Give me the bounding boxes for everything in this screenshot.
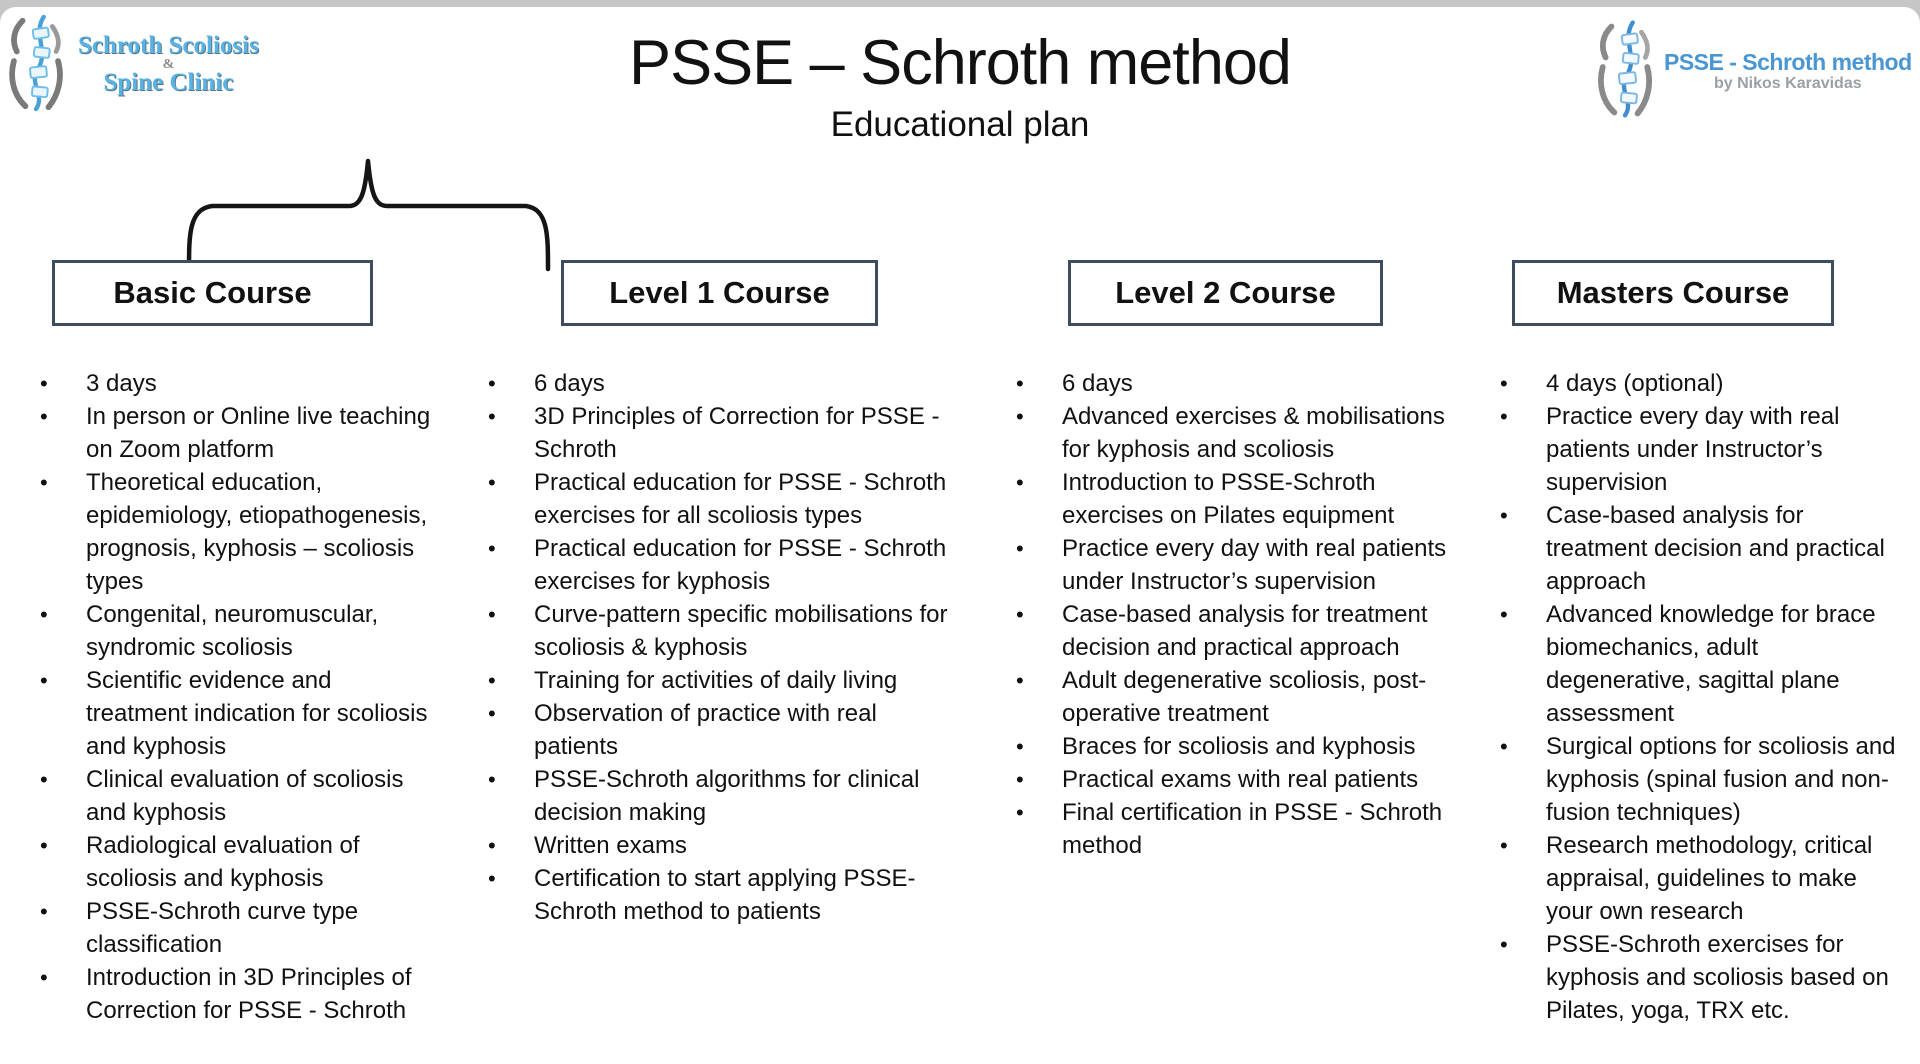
bullet-text: Practice every day with real patients under Instructor’s supervision: [1546, 403, 1840, 496]
bullet-item: [1016, 367, 1447, 400]
spine-icon: [1596, 20, 1654, 123]
bullet-text: Congenital, neuromuscular, syndromic scoliosis: [86, 601, 379, 661]
bullet-text: Theoretical education, epidemiology, etiopathogenesis, prognosis, kyphosis – scoliosis types: [86, 469, 428, 595]
bullet-icon: •: [40, 602, 48, 627]
bullet-text: Advanced knowledge for brace biomechanics, adult degenerative, sagittal plane assessment: [1546, 601, 1876, 727]
bullet-icon: •: [488, 470, 496, 495]
bullet-text: 6 days: [534, 370, 605, 397]
bullet-item: [488, 400, 954, 466]
bullet-text: PSSE-Schroth exercises for kyphosis and scoliosis based on Pilates, yoga, TRX etc.: [1546, 931, 1889, 1024]
bullet-item: [488, 367, 954, 400]
bullet-icon: •: [1016, 371, 1024, 396]
bullet-text: Clinical evaluation of scoliosis and kyphosis: [86, 766, 404, 826]
bullet-icon: •: [40, 404, 48, 429]
bullet-icon: •: [40, 833, 48, 858]
bullet-text: 3 days: [86, 370, 157, 397]
bullet-item: [40, 961, 431, 1027]
slide: [0, 7, 1920, 1064]
bullet-item: [488, 664, 954, 697]
bullet-icon: •: [1016, 734, 1024, 759]
bullet-list-level1: [488, 367, 954, 928]
bullet-item: [1016, 466, 1447, 532]
bullet-list-masters: [1500, 367, 1898, 1027]
method-logo-title: PSSE - Schroth method: [1664, 49, 1912, 75]
method-logo-subtitle: by Nikos Karavidas: [1714, 75, 1862, 92]
bullet-text: Introduction to PSSE-Schroth exercises on Pilates equipment: [1062, 469, 1395, 529]
bullet-icon: •: [40, 668, 48, 693]
bullet-list-basic: [40, 367, 431, 1027]
course-box-basic: Basic Course: [52, 260, 373, 326]
bullet-icon: •: [488, 701, 496, 726]
bullet-text: Practical education for PSSE - Schroth exercises for kyphosis: [534, 535, 947, 595]
bullet-text: Scientific evidence and treatment indication for scoliosis and kyphosis: [86, 667, 428, 760]
bullet-text: Curve-pattern specific mobilisations for scoliosis & kyphosis: [534, 601, 948, 661]
bullet-item: [1016, 763, 1447, 796]
bullet-icon: •: [488, 371, 496, 396]
method-logo-text: [1664, 49, 1912, 93]
method-logo: [1596, 15, 1914, 127]
bullet-text: 3D Principles of Correction for PSSE - Schroth: [534, 403, 940, 463]
bullet-text: 6 days: [1062, 370, 1133, 397]
clinic-name-line1: Schroth Scoliosis: [78, 32, 259, 59]
bullet-icon: •: [488, 668, 496, 693]
bullet-icon: •: [40, 899, 48, 924]
bullet-item: [488, 697, 954, 763]
bullet-icon: •: [1500, 734, 1508, 759]
bullet-text: Radiological evaluation of scoliosis and kyphosis: [86, 832, 360, 892]
bullet-icon: •: [1500, 833, 1508, 858]
bullet-item: [1500, 499, 1898, 598]
bullet-icon: •: [1016, 767, 1024, 792]
course-box-level2: Level 2 Course: [1068, 260, 1383, 326]
bullet-item: [1500, 400, 1898, 499]
bullet-item: [1016, 400, 1447, 466]
bullet-item: [40, 895, 431, 961]
bullet-icon: •: [1016, 800, 1024, 825]
bullet-item: [488, 598, 954, 664]
page-subtitle: Educational plan: [830, 105, 1090, 144]
bullet-item: [40, 829, 431, 895]
bullet-text: Adult degenerative scoliosis, post-operative treatment: [1062, 667, 1427, 727]
course-box-masters: Masters Course: [1512, 260, 1834, 326]
course-box-level1: Level 1 Course: [561, 260, 878, 326]
bullet-item: [1500, 598, 1898, 730]
bullet-text: Practical exams with real patients: [1062, 766, 1419, 793]
bullet-item: [1016, 532, 1447, 598]
bullet-text: Introduction in 3D Principles of Correction for PSSE - Schroth: [86, 964, 412, 1024]
bullet-text: Advanced exercises & mobilisations for kyphosis and scoliosis: [1062, 403, 1445, 463]
bullet-text: Training for activities of daily living: [534, 667, 898, 694]
bullet-item: [1500, 928, 1898, 1027]
bullet-text: In person or Online live teaching on Zoom platform: [86, 403, 431, 463]
bullet-text: PSSE-Schroth algorithms for clinical decision making: [534, 766, 920, 826]
bullet-item: [488, 466, 954, 532]
bullet-text: Certification to start applying PSSE-Schroth method to patients: [534, 865, 916, 925]
bullet-icon: •: [40, 470, 48, 495]
clinic-name-line2: Spine Clinic: [103, 69, 234, 96]
bullet-list-level2: [1016, 367, 1447, 862]
bullet-icon: •: [488, 866, 496, 891]
bullet-icon: •: [1500, 602, 1508, 627]
bullet-text: Written exams: [534, 832, 687, 859]
bullet-icon: •: [1016, 470, 1024, 495]
bullet-item: [1500, 730, 1898, 829]
bullet-icon: •: [1016, 668, 1024, 693]
bullet-item: [1016, 730, 1447, 763]
bullet-text: Braces for scoliosis and kyphosis: [1062, 733, 1416, 760]
bullet-item: [40, 664, 431, 763]
bullet-icon: •: [1500, 371, 1508, 396]
bullet-item: [40, 598, 431, 664]
bullet-item: [1016, 664, 1447, 730]
bullet-text: Final certification in PSSE - Schroth method: [1062, 799, 1443, 859]
bullet-icon: •: [488, 767, 496, 792]
bullet-text: Case-based analysis for treatment decision and practical approach: [1062, 601, 1428, 661]
bullet-text: Practical education for PSSE - Schroth exercises for all scoliosis types: [534, 469, 947, 529]
bullet-text: Research methodology, critical appraisal, guidelines to make your own research: [1546, 832, 1873, 925]
bullet-item: [40, 466, 431, 598]
bullet-icon: •: [1500, 932, 1508, 957]
bullet-item: [1016, 598, 1447, 664]
bullet-item: [488, 829, 954, 862]
bullet-text: Surgical options for scoliosis and kyphosis (spinal fusion and non-fusion techniques): [1546, 733, 1896, 826]
clinic-name-ampersand: &: [162, 57, 175, 72]
bullet-item: [40, 763, 431, 829]
bullet-icon: •: [488, 833, 496, 858]
bullet-text: Practice every day with real patients under Instructor’s supervision: [1062, 535, 1447, 595]
bullet-text: Case-based analysis for treatment decision and practical approach: [1546, 502, 1885, 595]
bullet-icon: •: [1016, 536, 1024, 561]
bullet-item: [40, 367, 431, 400]
bullet-item: [488, 532, 954, 598]
bullet-item: [1500, 829, 1898, 928]
bullet-icon: •: [1500, 404, 1508, 429]
bullet-text: Observation of practice with real patients: [534, 700, 877, 760]
bullet-item: [1016, 796, 1447, 862]
bullet-icon: •: [40, 371, 48, 396]
bullet-icon: •: [488, 536, 496, 561]
bullet-icon: •: [40, 767, 48, 792]
bullet-text: PSSE-Schroth curve type classification: [86, 898, 359, 958]
bullet-icon: •: [40, 965, 48, 990]
bullet-icon: •: [1500, 503, 1508, 528]
bullet-text: 4 days (optional): [1546, 370, 1724, 397]
bullet-icon: •: [488, 404, 496, 429]
bullet-item: [1500, 367, 1898, 400]
bullet-icon: •: [1016, 404, 1024, 429]
bullet-item: [488, 763, 954, 829]
bullet-item: [40, 400, 431, 466]
bullet-item: [488, 862, 954, 928]
bullet-icon: •: [488, 602, 496, 627]
page-title: PSSE – Schroth method: [629, 28, 1291, 98]
bullet-icon: •: [1016, 602, 1024, 627]
